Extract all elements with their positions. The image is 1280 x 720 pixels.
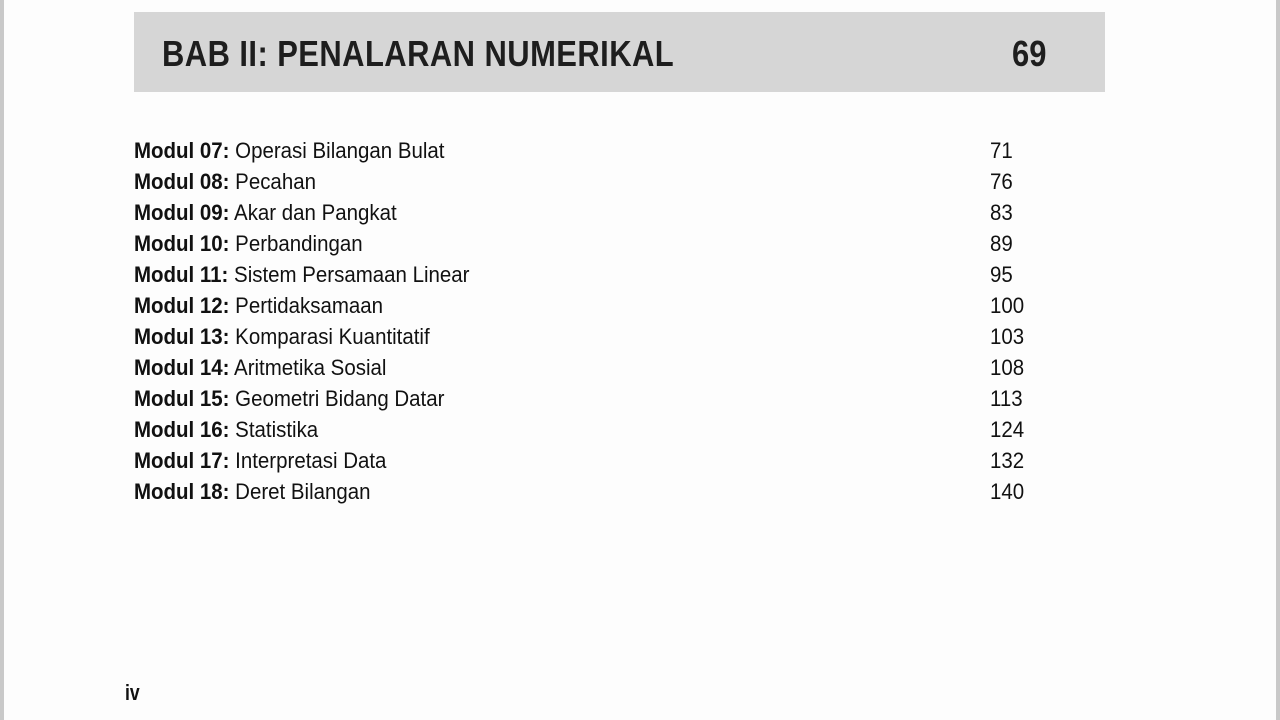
toc-page-number: 124	[990, 417, 1025, 442]
toc-page-number: 83	[990, 200, 1013, 225]
toc-module-topic: Interpretasi Data	[235, 448, 387, 473]
toc-module-label: Modul 08:	[134, 169, 230, 194]
toc-page-number: 132	[990, 448, 1025, 473]
toc-module-topic: Akar dan Pangkat	[234, 200, 397, 225]
toc-page-number: 76	[990, 169, 1013, 194]
toc-module-topic: Statistika	[235, 417, 319, 442]
toc-page-number: 95	[990, 262, 1013, 287]
toc-module-label: Modul 18:	[134, 479, 230, 504]
toc-module-label: Modul 10:	[134, 231, 230, 256]
toc-module-label: Modul 12:	[134, 293, 230, 318]
toc-entry-modul-13[interactable]	[134, 322, 1054, 353]
toc-module-topic: Geometri Bidang Datar	[235, 386, 445, 411]
toc-module-topic: Pecahan	[235, 169, 316, 194]
toc-entry-modul-08[interactable]	[134, 167, 1054, 198]
toc-page-number: 108	[990, 355, 1025, 380]
toc-module-label: Modul 17:	[134, 448, 230, 473]
toc-page-number: 140	[990, 479, 1025, 504]
chapter-title: BAB II: PENALARAN NUMERIKAL	[162, 33, 675, 74]
toc-entry-modul-10[interactable]	[134, 229, 1054, 260]
toc-module-topic: Komparasi Kuantitatif	[235, 324, 430, 349]
toc-module-label: Modul 13:	[134, 324, 230, 349]
toc-page-number: 71	[990, 138, 1013, 163]
toc-page-number: 103	[990, 324, 1025, 349]
toc-module-label: Modul 16:	[134, 417, 230, 442]
toc-module-label: Modul 15:	[134, 386, 230, 411]
toc-entry-modul-17[interactable]	[134, 446, 1054, 477]
toc-module-label: Modul 11:	[134, 262, 229, 287]
table-of-contents	[134, 136, 1054, 508]
chapter-page-number: 69	[1012, 33, 1047, 74]
toc-module-topic: Operasi Bilangan Bulat	[235, 138, 445, 163]
footer-page-number: iv	[125, 680, 140, 705]
toc-module-topic: Aritmetika Sosial	[234, 355, 387, 380]
toc-page-number: 100	[990, 293, 1025, 318]
toc-module-topic: Deret Bilangan	[235, 479, 371, 504]
chapter-header	[134, 12, 1105, 92]
toc-entry-modul-12[interactable]	[134, 291, 1054, 322]
toc-entry-modul-07[interactable]	[134, 136, 1054, 167]
toc-entry-modul-14[interactable]	[134, 353, 1054, 384]
toc-module-label: Modul 07:	[134, 138, 230, 163]
toc-module-topic: Pertidaksamaan	[235, 293, 384, 318]
toc-entry-modul-15[interactable]	[134, 384, 1054, 415]
toc-module-topic: Sistem Persamaan Linear	[234, 262, 470, 287]
toc-page-number: 89	[990, 231, 1013, 256]
toc-entry-modul-18[interactable]	[134, 477, 1054, 508]
toc-entry-modul-09[interactable]	[134, 198, 1054, 229]
toc-module-topic: Perbandingan	[235, 231, 363, 256]
toc-page-number: 113	[990, 386, 1023, 411]
toc-module-label: Modul 14:	[134, 355, 230, 380]
toc-entry-modul-11[interactable]	[134, 260, 1054, 291]
toc-module-label: Modul 09:	[134, 200, 230, 225]
document-page	[4, 0, 1276, 720]
toc-entry-modul-16[interactable]	[134, 415, 1054, 446]
